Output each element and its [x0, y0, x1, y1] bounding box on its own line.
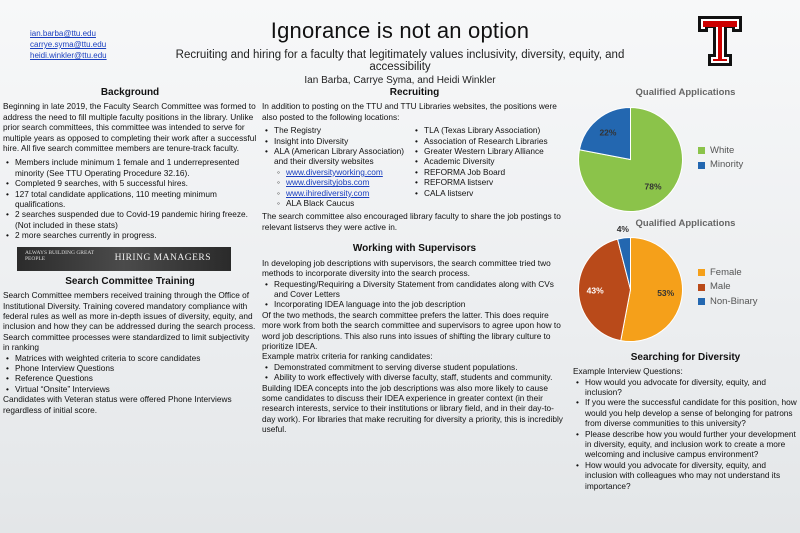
list-item [274, 188, 412, 198]
list-item: • Ability to work effectively with diverse faculty, staff, students and community. [262, 372, 567, 382]
background-paragraph: Beginning in late 2019, the Faculty Search Committee was formed to address the need to fill multiple faculty positions in the library. Unlike prior search committees, this committee was intended to serve for multiple years as opposed to completing their work after a successful hire. All five search committee members are tenure-track faculty. [3, 101, 257, 154]
list-item: • Demonstrated commitment to serving diverse student populations. [262, 362, 567, 372]
chart-race [573, 102, 798, 217]
list-item [274, 167, 412, 177]
list-item: • Matrices with weighted criteria to score candidates [3, 353, 257, 363]
left-column [3, 88, 257, 415]
chart-title: Qualified Applications [635, 218, 736, 230]
legend-swatch [698, 269, 705, 276]
list-item: • Academic Diversity [412, 156, 562, 166]
title-block [150, 18, 650, 86]
list-item: • Requesting/Requiring a Diversity Statement from candidates along with CVs and Cover Letters [262, 279, 567, 300]
pie-chart-race [573, 102, 688, 217]
diversity-websites-list [274, 167, 412, 209]
legend-item [698, 160, 743, 170]
list-item: • 2 more searches currently in progress. [3, 230, 257, 240]
email-list [30, 28, 107, 61]
pie-data-label: 78% [644, 182, 662, 193]
pie-data-label: 53% [657, 287, 675, 298]
website-link[interactable]: www.ihirediversity.com [286, 187, 370, 198]
list-item: • Insight into Diversity [262, 136, 412, 146]
recruiting-outro: The search committee also encouraged library faculty to share the job postings to relevant listservs they were active in. [262, 211, 561, 232]
email-link[interactable]: carrye.syma@ttu.edu [30, 40, 107, 49]
training-paragraph: Search Committee members received training through the Office of Institutional Diversity. Training covered mandatory compliance with federal rules as well as more in-depth issues of diversity, equity, and inclusion and how they can be addressed during the search process. [3, 290, 256, 332]
list-item: • Please describe how you would further your development in diversity, equity, and inclusion work to create a more welcoming and inclusive campus environment? [573, 429, 798, 460]
supervisors-methods-list [262, 279, 567, 310]
legend-race [698, 146, 743, 175]
legend-swatch [698, 298, 705, 305]
banner-right-text: HIRING MANAGERS [114, 252, 211, 263]
supervisors-paragraph: Building IDEA concepts into the job descriptions was also more likely to cause some candidates to discuss their IDEA experience in greater context (in their research interests, service to their institutions or library field, and in their day-to-day work). For libraries that make recruiting for diversity a priority, this is incredibly useful. [262, 382, 563, 435]
criteria-list [262, 362, 567, 383]
pie-data-label: 4% [616, 223, 630, 234]
recruiting-left-list [262, 125, 412, 208]
website-link[interactable]: www.diversityjobs.com [286, 177, 370, 188]
list-item: • Members include minimum 1 female and 1 underrepresented minority (See TTU Operating Procedure 32.16). [3, 157, 257, 178]
legend-swatch [698, 284, 705, 291]
legend-item [698, 268, 758, 278]
supervisors-paragraph: Of the two methods, the search committee prefers the latter. This does require more work from both the search committee and supervisors to agree upon how to word job descriptions. This also runs into issues of shifting the library culture to prioritize IDEA. [262, 309, 561, 351]
email-link[interactable]: ian.barba@ttu.edu [30, 29, 96, 38]
list-item: • Reference Questions [3, 373, 257, 383]
legend-label: Non-Binary [710, 295, 758, 307]
list-item: • Phone Interview Questions [3, 363, 257, 373]
poster-authors: Ian Barba, Carrye Syma, and Heidi Winkler [304, 75, 496, 86]
poster-title: Ignorance is not an option [270, 18, 530, 43]
poster-subtitle: Recruiting and hiring for a faculty that legitimately values inclusivity, diversity, equity, and accessibility [175, 49, 625, 73]
supervisors-paragraph: In developing job descriptions with supervisors, the search committee tried two methods to incorporate diversity into the search process. [262, 257, 551, 279]
legend-label: Male [710, 281, 731, 293]
list-item: • Association of Research Libraries [412, 136, 562, 146]
email-link[interactable]: heidi.winkler@ttu.edu [30, 51, 107, 60]
list-item: • 127 total candidate applications, 110 meeting minimum qualifications. [3, 189, 257, 210]
recruiting-intro: In addition to posting on the TTU and TTU Libraries websites, the positions were also posted to the following locations: [262, 101, 557, 122]
list-item: • How would you advocate for diversity, equity, and inclusion with colleagues who may not understand its importance? [573, 460, 798, 491]
list-item: • ALA (American Library Association) and their diversity websites [262, 146, 412, 167]
website-link[interactable]: www.diversityworking.com [286, 166, 383, 177]
list-item: • TLA (Texas Library Association) [412, 125, 562, 135]
legend-swatch [698, 162, 705, 169]
legend-item [698, 297, 758, 307]
recruiting-right-list [412, 125, 562, 208]
right-column [573, 88, 798, 491]
legend-gender [698, 268, 758, 311]
university-logo [696, 14, 744, 68]
training-list [3, 353, 257, 395]
legend-label: Minority [710, 158, 744, 170]
training-paragraph: Search committee processes were standardized to limit subjectivity in ranking [3, 331, 250, 353]
supervisors-heading: Working with Supervisors [352, 243, 477, 255]
list-item: • Virtual “Onsite” Interviews [3, 384, 257, 394]
hiring-managers-banner [17, 247, 231, 271]
supervisors-paragraph: Example matrix criteria for ranking candidates: [262, 351, 433, 362]
list-item: • Greater Western Library Alliance [412, 146, 562, 156]
list-item: • 2 searches suspended due to Covid-19 pandemic hiring freeze. (Not included in these stats) [3, 209, 257, 230]
list-item: • Completed 9 searches, with 5 successful hires. [3, 178, 257, 188]
interview-questions-list [573, 377, 798, 491]
legend-label: Female [710, 266, 742, 278]
recruiting-heading: Recruiting [389, 87, 440, 98]
middle-column [262, 88, 567, 435]
searching-intro: Example Interview Questions: [573, 366, 683, 377]
background-list [3, 157, 257, 240]
list-item [274, 177, 412, 187]
background-heading: Background [100, 87, 160, 98]
legend-item [698, 146, 743, 156]
list-item: • REFORMA listserv [412, 177, 562, 187]
pie-data-label: 22% [599, 127, 617, 138]
searching-heading: Searching for Diversity [630, 351, 741, 363]
legend-item [698, 282, 758, 292]
list-item: • REFORMA Job Board [412, 167, 562, 177]
list-item: • If you were the successful candidate for this position, how would you help develop a sense of belonging for patrons from diverse communities to this university? [573, 397, 798, 428]
legend-swatch [698, 147, 705, 154]
list-item: • The Registry [262, 125, 412, 135]
recruiting-locations [262, 125, 567, 208]
training-paragraph: Candidates with Veteran status were offered Phone Interviews regardless of initial score. [3, 394, 232, 415]
legend-label: White [710, 144, 735, 156]
banner-left-text: ALWAYS BUILDING GREAT PEOPLE [25, 249, 94, 262]
list-item: • CALA listserv [412, 188, 562, 198]
pie-chart-gender [573, 223, 688, 347]
pie-data-label: 43% [586, 285, 604, 296]
chart-title: Qualified Applications [635, 87, 736, 98]
list-item: • How would you advocate for diversity, equity, and inclusion? [573, 377, 798, 398]
list-item: ◦ ALA Black Caucus [274, 198, 412, 208]
list-item: • Incorporating IDEA language into the job description [262, 299, 567, 309]
training-heading: Search Committee Training [65, 275, 195, 287]
